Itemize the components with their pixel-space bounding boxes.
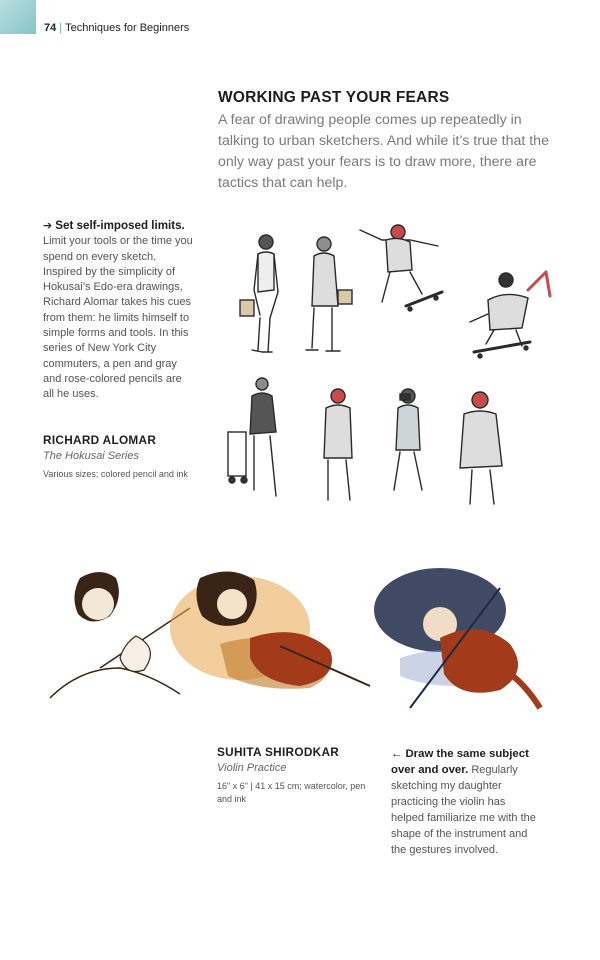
sketch-commuter-1 <box>240 235 278 352</box>
sketch-commuter-3 <box>324 389 352 500</box>
violinist-sketch-1 <box>50 572 190 698</box>
sketch-commuter-cart <box>228 378 276 496</box>
sketch-commuter-camera <box>394 389 422 490</box>
sketch-skater-1 <box>360 225 442 311</box>
artwork-credit-alomar <box>43 433 193 481</box>
artist-name: RICHARD ALOMAR <box>43 433 157 447</box>
tip-lead: Draw the same subject over and over. <box>391 748 529 776</box>
commuter-sketches <box>210 210 570 510</box>
arrow-icon: ➔ <box>43 220 53 232</box>
sketch-skater-2 <box>470 272 550 358</box>
sketch-commuter-4 <box>460 392 502 504</box>
artwork-title: The Hokusai Series <box>43 450 139 462</box>
violinist-sketch-3 <box>374 568 540 708</box>
corner-tab <box>0 0 36 34</box>
violin-practice-painting <box>40 558 560 728</box>
intro-paragraph: A fear of drawing people comes up repeatedly in talking to urban sketchers. And while it’s true that the only way past your fears is to draw more, there are tactics that can help. <box>218 112 549 191</box>
tip-lead: Set self-imposed limits. <box>55 219 185 232</box>
tip-self-imposed-limits <box>43 218 193 403</box>
tip-body: Limit your tools or the time you spend on every sketch. Inspired by the simplicity of Hokusai’s Edo-era drawings, Richard Alomar takes his cues from them: he limits himself to simple forms and tools. In this series of New York City commuters, a pen and gray and rose-colored pencils are all he uses. <box>43 235 193 401</box>
running-header <box>44 22 189 34</box>
section-title: Techniques for Beginners <box>65 22 190 34</box>
artwork-title: Violin Practice <box>217 762 287 774</box>
tip-same-subject <box>391 746 541 858</box>
page-title: WORKING PAST YOUR FEARS <box>218 89 450 106</box>
header-separator: | <box>59 22 63 34</box>
arrow-left-icon: ← <box>391 748 403 760</box>
artist-name: SUHITA SHIRODKAR <box>217 745 340 759</box>
artwork-medium: 16" x 6" | 41 x 15 cm; watercolor, pen and ink <box>217 781 366 804</box>
violinist-sketch-2 <box>170 571 370 688</box>
sketch-commuter-2 <box>306 237 352 351</box>
artwork-credit-shirodkar <box>217 745 377 806</box>
tip-body: Regularly sketching my daughter practicing the violin has helped familiarize me with the shape of the instrument and the gestures involved. <box>391 764 536 856</box>
artwork-medium: Various sizes; colored pencil and ink <box>43 469 188 479</box>
page-number: 74 <box>44 22 57 34</box>
